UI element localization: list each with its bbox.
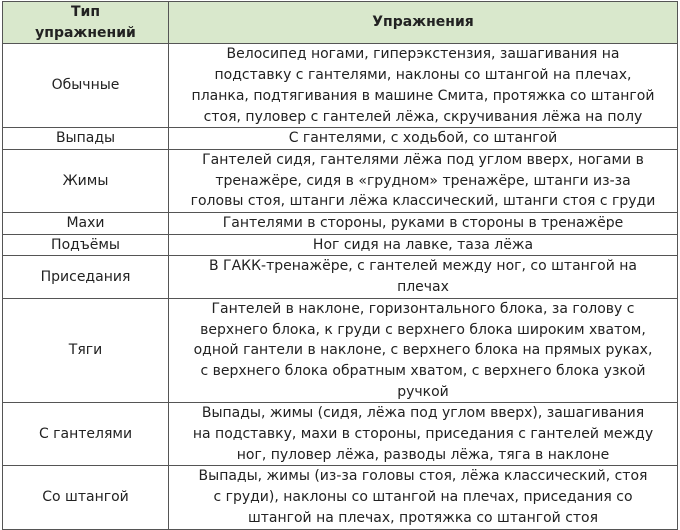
table-row (3, 466, 678, 529)
exercise-type-cell: Махи (3, 213, 169, 235)
exercise-line: ног, пуловер лёжа, разводы лёжа, тяга в наклоне (236, 446, 610, 463)
exercise-line: Выпады, жимы (сидя, лёжа под углом вверх), зашагивания (201, 405, 645, 422)
exercise-table (2, 1, 678, 530)
table-row (3, 403, 678, 466)
table-body (3, 44, 678, 529)
exercises-cell (169, 298, 678, 403)
exercise-type-cell: Выпады (3, 128, 169, 150)
exercise-line: верхнего блока, к груди с верхнего блока широким хватом, (200, 321, 646, 338)
exercise-line: с верхнего блока обратным хватом, с верхнего блока узкой (200, 362, 646, 379)
exercises-cell (169, 256, 678, 298)
header-row (3, 2, 678, 44)
exercises-cell (169, 403, 678, 466)
exercise-line: Гантелей сидя, гантелями лёжа под углом вверх, ногами в (202, 151, 644, 168)
exercises-cell (169, 234, 678, 256)
exercise-line: В ГАКК-тренажёре, с гантелей между ног, со штангой на (208, 258, 638, 275)
exercise-type-cell: Жимы (3, 149, 169, 212)
exercises-cell (169, 128, 678, 150)
exercise-line: планка, подтягивания в машине Смита, протяжка со штангой (191, 87, 655, 104)
table-row (3, 44, 678, 128)
table-row (3, 234, 678, 256)
exercise-type-cell: С гантелями (3, 403, 169, 466)
exercises-cell (169, 44, 678, 128)
table-row (3, 298, 678, 403)
exercise-line: Ног сидя на лавке, таза лёжа (312, 236, 534, 253)
header-type (3, 2, 169, 44)
exercise-line: одной гантели в наклоне, с верхнего блока на прямых руках, (193, 342, 653, 359)
exercise-type-cell: Обычные (3, 44, 169, 128)
exercise-line: Гантелями в стороны, руками в стороны в тренажёре (222, 215, 624, 232)
exercise-line: Выпады, жимы (из-за головы стоя, лёжа классический, стоя (198, 468, 648, 485)
exercise-type-cell: Со штангой (3, 466, 169, 529)
exercise-line: Гантелей в наклоне, горизонтального блока, за голову с (211, 300, 635, 317)
exercise-line: стоя, пуловер с гантелей лёжа, скручивания лёжа на полу (203, 108, 643, 125)
table-row (3, 256, 678, 298)
header-exercises: Упражнения (169, 2, 678, 44)
exercise-line: С гантелями, с ходьбой, со штангой (288, 130, 558, 147)
exercise-type-cell: Подъёмы (3, 234, 169, 256)
table-row (3, 128, 678, 150)
exercise-line: ручкой (397, 383, 449, 400)
exercises-cell (169, 149, 678, 212)
exercise-line: тренажёре, сидя в «грудном» тренажёре, штанги из-за (215, 172, 631, 189)
exercise-line: с груди), наклоны со штангой на плечах, приседания со (213, 489, 633, 506)
table-row (3, 213, 678, 235)
table-row (3, 149, 678, 212)
exercise-line: подставку с гантелями, наклоны со штангой на плечах, (214, 67, 632, 84)
exercise-line: головы стоя, штанги лёжа классический, штанги стоя с груди (190, 193, 656, 210)
exercises-cell (169, 213, 678, 235)
header-type-line: упражнений (35, 24, 136, 41)
exercise-line: штангой на плечах, протяжка со штангой стоя (247, 509, 599, 526)
exercise-line: на подставку, махи в стороны, приседания с гантелей между (192, 426, 654, 443)
header-type-line: Тип (70, 4, 101, 20)
exercise-line: Велосипед ногами, гиперэкстензия, зашагивания на (226, 46, 620, 63)
exercise-type-cell: Тяги (3, 298, 169, 403)
exercises-cell (169, 466, 678, 529)
exercise-line: плечах (397, 279, 449, 296)
exercise-type-cell: Приседания (3, 256, 169, 298)
